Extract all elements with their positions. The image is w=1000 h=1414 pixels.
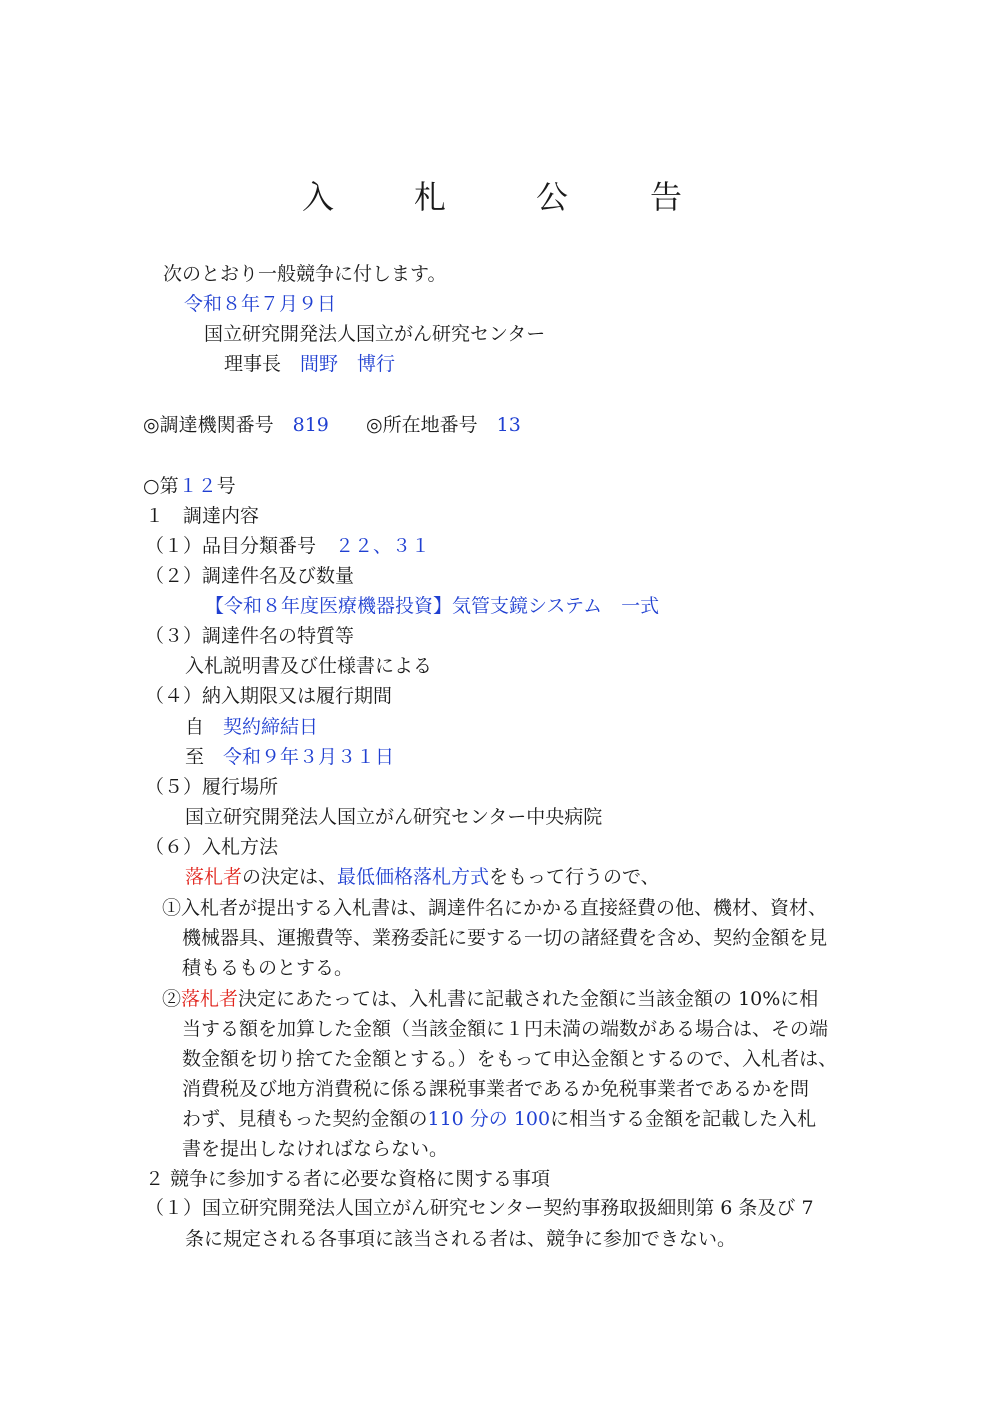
paragraph-2-line: 書を提出しなければならない。: [182, 1138, 449, 1160]
section-2-item-line: 条に規定される各事項に該当される者は、競争に参加できない。: [185, 1228, 737, 1250]
delivery-to: [185, 745, 394, 769]
delivery-period-label: （４）納入期限又は履行期間: [145, 685, 393, 707]
paragraph-2-line: 消費税及び地方消費税に係る課税事業者であるか免税事業者であるかを問: [182, 1078, 810, 1100]
paragraph-1-line: 機械器具、運搬費等、業務委託に要する一切の諸経費を含め、契約金額を見: [182, 927, 828, 949]
text-fragment: ②: [162, 988, 182, 1010]
procurement-name-label: （２）調達件名及び数量: [145, 565, 355, 587]
winning-bidder-term: 落札者: [181, 988, 239, 1010]
delivery-to-label: 至: [185, 746, 205, 768]
title-char: 札: [414, 178, 447, 216]
notice-number: [143, 474, 236, 498]
location-value: 13: [496, 414, 521, 436]
notice-prefix: ○第: [143, 475, 179, 497]
notice-suffix: 号: [216, 475, 236, 497]
lowest-price-method: 最低価格落札方式: [337, 866, 490, 888]
signer-title: 理事長: [224, 353, 282, 375]
paragraph-1-line: 積もるものとする。: [182, 957, 354, 979]
signer: [224, 352, 395, 376]
location-number: [366, 413, 521, 437]
title-char: 公: [536, 178, 569, 216]
delivery-from: [185, 715, 318, 739]
item-classification: [145, 534, 430, 558]
intro-text: 次のとおり一般競争に付します。: [163, 263, 447, 285]
delivery-place-label: （５）履行場所: [145, 776, 279, 798]
bidding-method-label: （６）入札方法: [145, 836, 279, 858]
bidding-method-text: [185, 865, 660, 889]
paragraph-2-line: [182, 1104, 816, 1134]
notice-date: 令和８年７月９日: [184, 293, 337, 315]
text-fragment: わず、見積もった契約金額の: [182, 1108, 428, 1130]
text-fragment: に相当する金額を記載した入札: [550, 1108, 817, 1130]
item-classification-value: ２２、３１: [335, 535, 431, 557]
section-2-item-line: （１）国立研究開発法人国立がん研究センター契約事務取扱細則第 6 条及び 7: [145, 1197, 814, 1219]
item-classification-label: （１）品目分類番号: [145, 535, 317, 557]
delivery-place-value: 国立研究開発法人国立がん研究センター中央病院: [185, 806, 603, 828]
section-1-heading: １ 調達内容: [145, 505, 260, 527]
text-fragment: の決定は、: [242, 866, 338, 888]
text-fragment: 決定にあたっては、入札書に記載された金額に当該金額の 10%に相: [238, 988, 819, 1010]
title-char: 入: [302, 178, 335, 216]
procurement-org-value: 819: [292, 414, 329, 436]
organization-name: 国立研究開発法人国立がん研究センター: [204, 323, 546, 345]
procurement-org-label: ◎調達機関番号: [143, 414, 274, 436]
signer-name: 間野 博行: [300, 353, 396, 375]
notice-number-value: １２: [178, 475, 217, 497]
title-char: 告: [650, 178, 683, 216]
paragraph-1-line: ①入札者が提出する入札書は、調達件名にかかる直接経費の他、機材、資材、: [162, 897, 828, 919]
delivery-from-label: 自: [185, 716, 205, 738]
delivery-from-value: 契約締結日: [223, 716, 319, 738]
characteristics-value: 入札説明書及び仕様書による: [185, 655, 433, 677]
delivery-to-value: 令和９年３月３１日: [223, 746, 395, 768]
text-fragment: をもって行うので、: [489, 866, 660, 888]
procurement-org-number: [143, 413, 329, 437]
characteristics-label: （３）調達件名の特質等: [145, 625, 355, 647]
ratio-value: 110 分の 100: [427, 1108, 551, 1130]
paragraph-2-line: [162, 984, 818, 1014]
document-title: [0, 172, 1000, 222]
procurement-name-value: 【令和８年度医療機器投資】気管支鏡システム 一式: [205, 595, 660, 617]
paragraph-2-line: 当する額を加算した金額（当該金額に１円未満の端数がある場合は、その端: [182, 1018, 829, 1040]
section-2-heading: ２ 競争に参加する者に必要な資格に関する事項: [145, 1168, 551, 1190]
winning-bidder-term: 落札者: [185, 866, 243, 888]
location-label: ◎所在地番号: [366, 414, 478, 436]
paragraph-2-line: 数金額を切り捨てた金額とする。）をもって申込金額とするので、入札者は、: [182, 1048, 838, 1070]
